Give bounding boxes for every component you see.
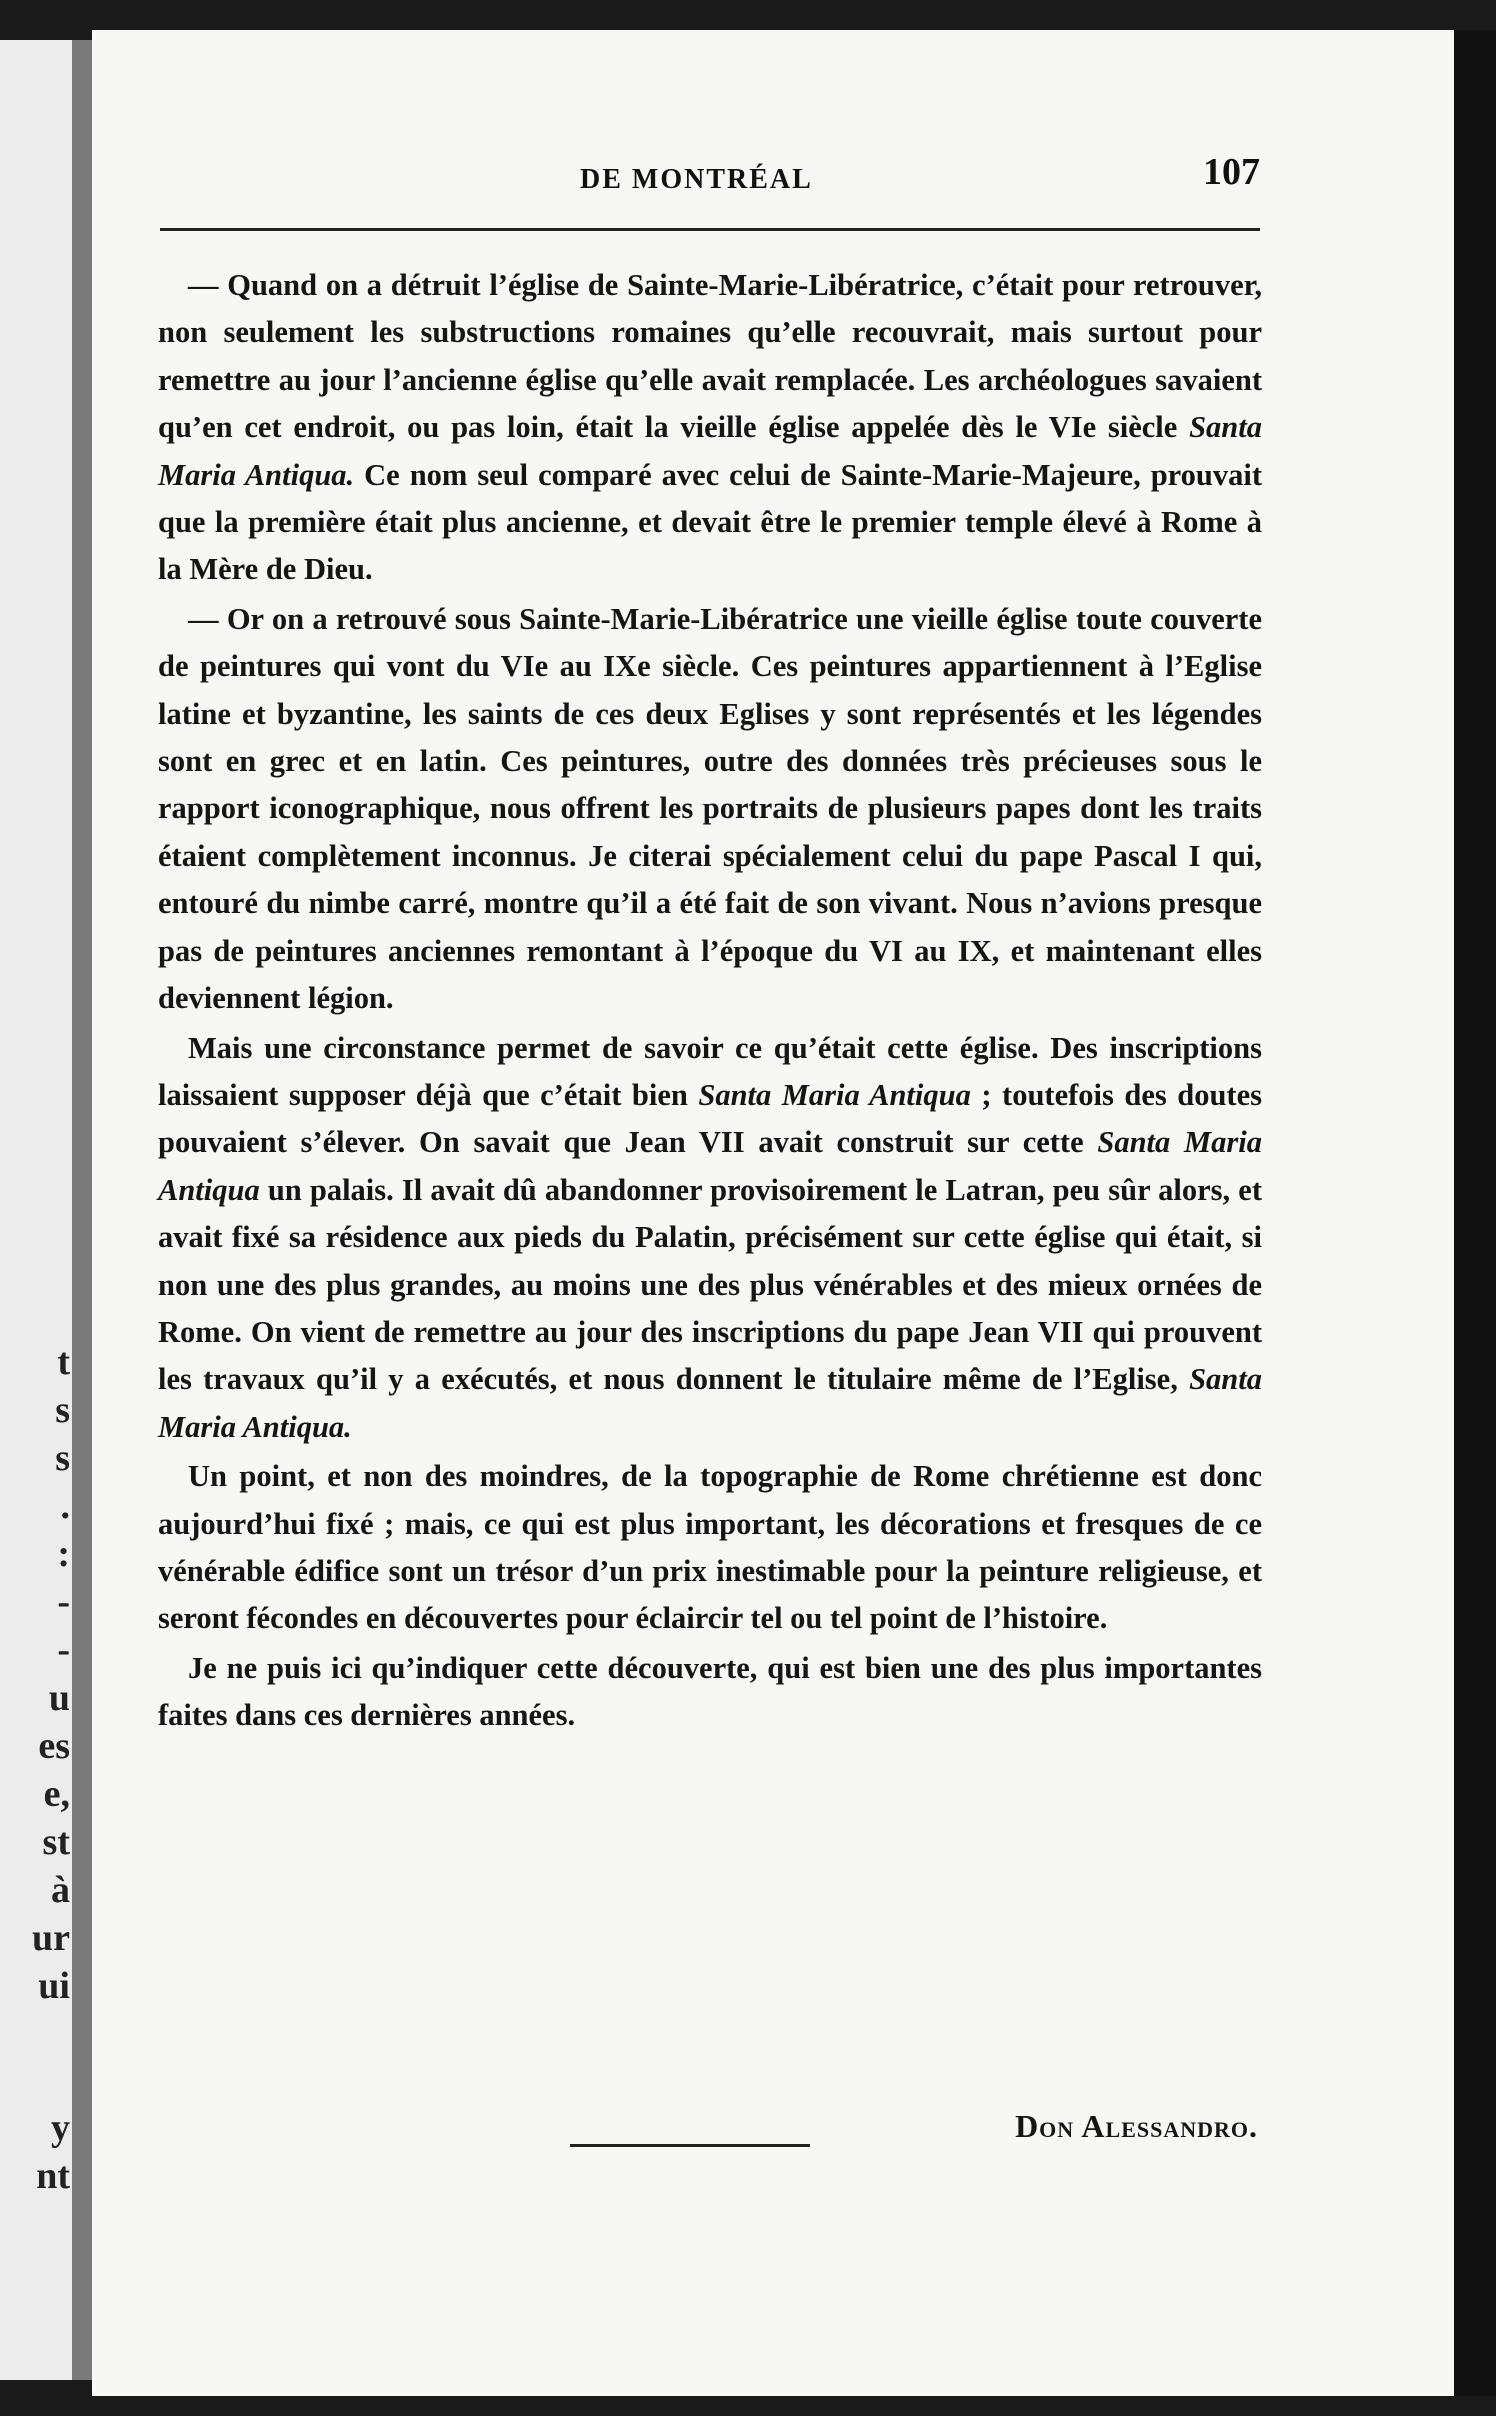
text-run: Mais une circonstance permet de savoir ce qu’était cette église. Des inscriptions laissaient supposer déjà que c’était bien	[158, 1030, 1262, 1112]
left-page-fragment: -	[57, 1581, 70, 1623]
left-page-fragment: ur	[32, 1917, 70, 1959]
signature: Don Alessandro.	[1015, 2108, 1258, 2144]
text-run: ; toutefois des doutes pouvaient s’élever. On savait que Jean VII avait construit sur cette	[158, 1077, 1262, 1160]
text-run: — Quand on a détruit l’église de Sainte-Marie-Libératrice, c’était pour retrouver, non seulement les substructions romaines qu’elle recouvrait, mais surtout pour remettre au jour l’ancienne église qu’elle avait remplacée. Les archéologues savaient qu’en cet endroit, ou pas loin, était la vieille église appelée dès le VIe siècle	[158, 268, 1262, 445]
italic-run: Santa Maria Antiqua.	[158, 1362, 1262, 1444]
left-page-fragment: s	[55, 1389, 70, 1431]
text-run: — Or on a retrouvé sous Sainte-Marie-Libératrice une vieille église toute couverte de peintures qui vont du VIe au IXe siècle. Ces peintures appartiennent à l’Eglise latine et byzantine, les saints de ces deux Eglises y sont représentés et les légendes sont en grec et en latin. Ces peintures, outre des données très précieuses sous le rapport iconographique, nous offrent les portraits de plusieurs papes dont les traits étaient complètement inconnus. Je citerai spécialement celui du pape Pascal I qui, entouré du nimbe carré, montre qu’il a été fait de son vivant. Nous n’avions presque pas de peintures anciennes remontant à l’époque du VI au IX, et maintenant elles deviennent légion.	[158, 601, 1262, 1016]
paragraph	[158, 1645, 1262, 1740]
running-head: DE MONTRÉAL	[580, 164, 813, 195]
text-run: Un point, et non des moindres, de la topographie de Rome chrétienne est donc aujourd’hui fixé ; mais, ce qui est plus important, les décorations et fresques de ce vénérable édifice sont un trésor d’un prix inestimable pour la peinture religieuse, et seront fécondes en découvertes pour éclaircir tel ou tel point de l’histoire.	[158, 1459, 1262, 1636]
closing-rule	[570, 2144, 810, 2147]
italic-run: Santa Maria Antiqua.	[158, 410, 1262, 492]
left-page-fragment: y	[51, 2107, 70, 2149]
text-run: Je ne puis ici qu’indiquer cette découverte, qui est bien une des plus importantes faites dans ces dernières années.	[158, 1650, 1262, 1733]
left-page-fragment: s	[55, 1437, 70, 1479]
paragraph	[158, 262, 1262, 594]
left-page-fragment: -	[57, 1629, 70, 1671]
paragraph	[158, 1453, 1262, 1643]
italic-run: Santa Maria Antiqua	[158, 1125, 1262, 1207]
page-edge-shadow	[1454, 30, 1496, 2396]
left-page-fragment: .	[60, 1485, 70, 1527]
body-text	[158, 262, 1262, 1740]
book-gutter	[72, 40, 92, 2380]
italic-run: Santa Maria Antiqua	[698, 1077, 971, 1112]
paragraph	[158, 596, 1262, 1023]
left-page-fragment: ui	[38, 1965, 70, 2007]
header-rule	[160, 228, 1260, 231]
left-page-strip	[0, 40, 72, 2380]
left-page-fragment: es	[38, 1725, 70, 1767]
text-run: un palais. Il avait dû abandonner provisoirement le Latran, peu sûr alors, et avait fixé sa résidence aux pieds du Palatin, précisément sur cette église qui était, si non une des plus grandes, au moins une des plus vénérables et des mieux ornées de Rome. On vient de remettre au jour des inscriptions du pape Jean VII qui prouvent les travaux qu’il y a exécutés, et nous donnent le titulaire même de l’Eglise,	[158, 1172, 1262, 1397]
left-page-fragment: e,	[43, 1773, 70, 1815]
paragraph	[158, 1025, 1262, 1452]
page-number: 107	[1203, 151, 1260, 193]
page-header	[160, 150, 1260, 210]
left-page-fragment: à	[51, 1869, 70, 1911]
left-page-fragment: :	[57, 1533, 70, 1575]
left-page-fragment: t	[57, 1341, 70, 1383]
left-page-fragment: u	[48, 1677, 70, 1719]
left-page-fragment: nt	[36, 2155, 70, 2197]
left-page-fragment: st	[42, 1821, 70, 1863]
text-run: Ce nom seul comparé avec celui de Sainte-Marie-Majeure, prouvait que la première était plus ancienne, et devait être le premier temple élevé à Rome à la Mère de Dieu.	[158, 457, 1262, 587]
